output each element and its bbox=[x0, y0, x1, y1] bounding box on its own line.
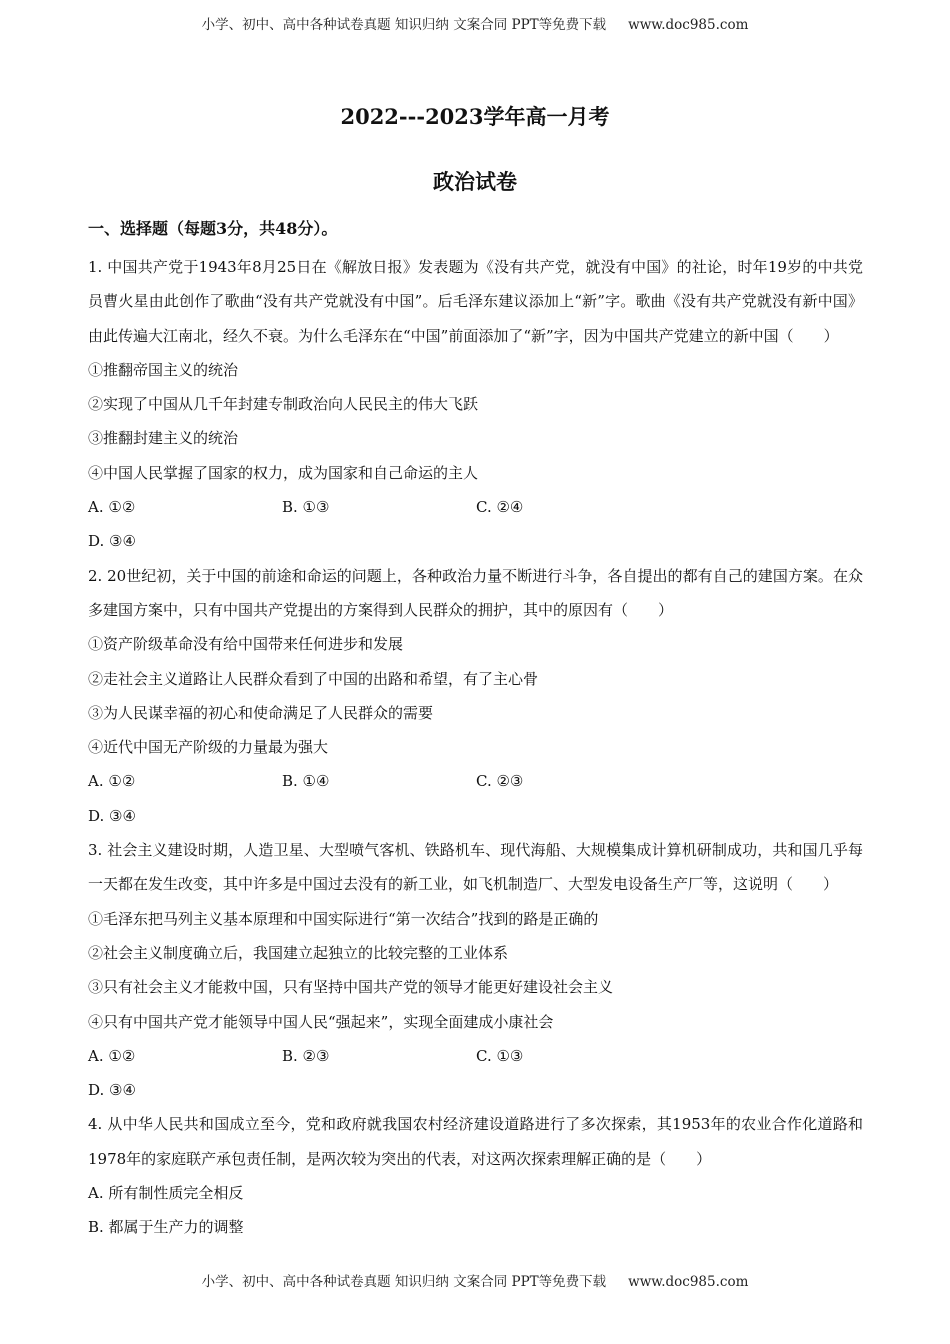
footer-site-link[interactable]: www.doc985.com bbox=[628, 1274, 749, 1290]
choice-b: B. ①③ bbox=[282, 498, 330, 517]
statement-option: ③推翻封建主义的统治 bbox=[88, 429, 239, 448]
page-footer bbox=[0, 1270, 950, 1290]
statement-option: ③只有社会主义才能救中国，只有坚持中国共产党的领导才能更好建设社会主义 bbox=[88, 978, 614, 997]
statement-option: ②社会主义制度确立后，我国建立起独立的比较完整的工业体系 bbox=[88, 943, 509, 962]
choice-a: A. ①② bbox=[88, 1046, 136, 1065]
choice-d: D. ③④ bbox=[88, 532, 136, 551]
choice-c: C. ②③ bbox=[476, 772, 524, 791]
statement-option: ④中国人民掌握了国家的权力，成为国家和自己命运的主人 bbox=[88, 463, 479, 482]
choice-c: C. ①③ bbox=[476, 1046, 524, 1065]
choice-d: D. ③④ bbox=[88, 806, 136, 825]
statement-option: ①推翻帝国主义的统治 bbox=[88, 360, 239, 379]
choice-b: B. 都属于生产力的调整 bbox=[88, 1218, 244, 1237]
answer-choices bbox=[88, 1039, 863, 1108]
statement-option: ④近代中国无产阶级的力量最为强大 bbox=[88, 738, 329, 757]
choice-d: D. ③④ bbox=[88, 1081, 136, 1100]
exam-title: 2022---2023学年高一月考 bbox=[340, 104, 610, 129]
question-stem: 1. 中国共产党于1943年8月25日在《解放日报》发表题为《没有共产党，就没有中国》的社论，时年19岁的中共党员曹火星由此创作了歌曲“没有共产党就没有中国”。后毛泽东建议添加上“新”字。歌曲《没有共产党就没有新中国》由此传遍大江南北，经久不衰。为什么毛泽东在“中国”前面添加了“新”字，因为中国共产党建立的新中国（ ） bbox=[88, 258, 863, 345]
statement-option: ①资产阶级革命没有给中国带来任何进步和发展 bbox=[88, 635, 404, 654]
exam-subject: 政治试卷 bbox=[433, 169, 517, 194]
question-stem: 4. 从中华人民共和国成立至今，党和政府就我国农村经济建设道路进行了多次探索，其1953年的农业合作化道路和1978年的家庭联产承包责任制，是两次较为突出的代表，对这两次探索理解正确的是（ ） bbox=[88, 1115, 863, 1168]
questions-area bbox=[88, 250, 863, 1245]
statement-option: ④只有中国共产党才能领导中国人民“强起来”，实现全面建成小康社会 bbox=[88, 1012, 554, 1031]
question-4 bbox=[88, 1107, 863, 1244]
question-2 bbox=[88, 559, 863, 833]
choice-a: A. ①② bbox=[88, 498, 136, 517]
choice-c: C. ②④ bbox=[476, 498, 524, 517]
choice-a: A. ①② bbox=[88, 772, 136, 791]
statement-option: ②实现了中国从几千年封建专制政治向人民民主的伟大飞跃 bbox=[88, 395, 479, 414]
answer-choices bbox=[88, 764, 863, 833]
answer-choices bbox=[88, 490, 863, 559]
answer-choices bbox=[88, 1176, 863, 1245]
choice-a: A. 所有制性质完全相反 bbox=[88, 1184, 244, 1203]
footer-text: 小学、初中、高中各种试卷真题 知识归纳 文案合同 PPT等免费下载 bbox=[201, 1274, 607, 1290]
choice-b: B. ②③ bbox=[282, 1046, 330, 1065]
statement-option: ③为人民谋幸福的初心和使命满足了人民群众的需要 bbox=[88, 703, 434, 722]
header-text: 小学、初中、高中各种试卷真题 知识归纳 文案合同 PPT等免费下载 bbox=[201, 17, 607, 33]
question-stem: 2. 20世纪初，关于中国的前途和命运的问题上，各种政治力量不断进行斗争，各自提出的都有自己的建国方案。在众多建国方案中，只有中国共产党提出的方案得到人民群众的拥护，其中的原因有（ ） bbox=[88, 566, 863, 619]
question-stem: 3. 社会主义建设时期，人造卫星、大型喷气客机、铁路机车、现代海船、大规模集成计算机研制成功，共和国几乎每一天都在发生改变，其中许多是中国过去没有的新工业，如飞机制造厂、大型发电设备生产厂等，这说明（ ） bbox=[88, 841, 863, 894]
header-site-link[interactable]: www.doc985.com bbox=[628, 17, 749, 33]
question-3 bbox=[88, 833, 863, 1107]
choice-b: B. ①④ bbox=[282, 772, 330, 791]
section-heading: 一、选择题（每题3分，共48分）。 bbox=[88, 219, 338, 238]
page-header bbox=[0, 13, 950, 33]
statement-option: ②走社会主义道路让人民群众看到了中国的出路和希望，有了主心骨 bbox=[88, 669, 539, 688]
statement-option: ①毛泽东把马列主义基本原理和中国实际进行“第一次结合”找到的路是正确的 bbox=[88, 909, 599, 928]
question-1 bbox=[88, 250, 863, 559]
